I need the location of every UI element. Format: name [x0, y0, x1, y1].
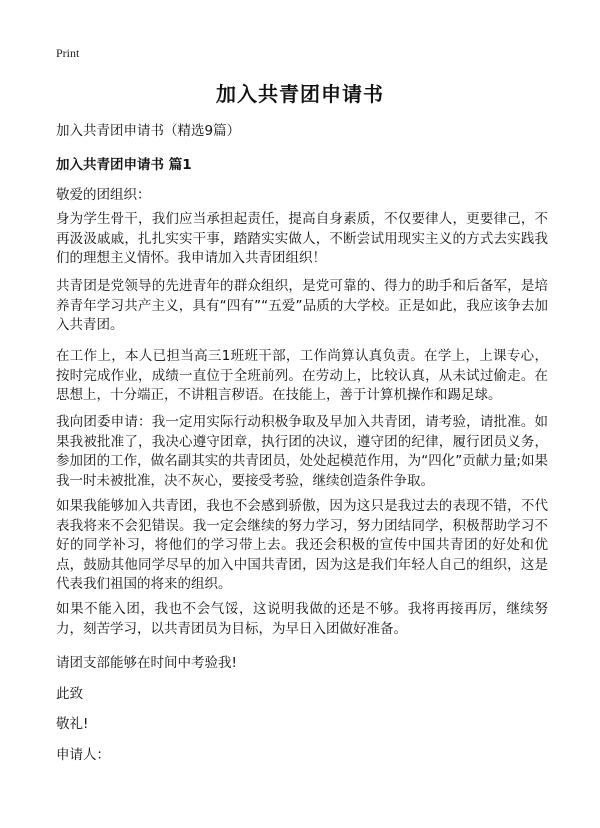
paragraph: 如果我能够加入共青团，我也不会感到骄傲，因为这只是我过去的表现不错，不代表我将来不会犯错误。我一定会继续的努力学习，努力团结同学，积极帮助学习不好的同学补习，将他们的学习带上去。我还会积极的宣传中国共青团的好处和优点，鼓励其他同学尽早的加入中国共青团，因为这是我们年轻人自己的组织，这是代表我们祖国的将来的组织。: [56, 498, 548, 592]
closing-regards: 敬礼!: [56, 716, 89, 732]
paragraph: 共青团是党领导的先进青年的群众组织，是党可靠的、得力的助手和后备军，是培养青年学习共产主义，具有“四有”“五爱”品质的大学校。正是如此，我应该争去加入共青团。: [56, 278, 548, 333]
print-link[interactable]: Print: [56, 46, 80, 60]
document-title: 加入共青团申请书: [216, 82, 384, 106]
paragraph: 如果不能入团，我也不会气馁，这说明我做的还是不够。我将再接再厉，继续努力，刻苦学习，以共青团员为目标，为早日入团做好准备。: [56, 601, 548, 637]
document-subtitle: 加入共青团申请书（精选9篇）: [56, 123, 241, 139]
paragraph: 我向团委申请：我一定用实际行动积极争取及早加入共青团，请考验，请批准。如果我被批准了，我决心遵守团章，执行团的决议，遵守团的纪律，履行团员义务，参加团的工作，做名副其实的共青团员，处处起模范作用，为“四化”贡献力量;如果我一时未被批准，决不灰心，要接受考验，继续创造条件争取。: [56, 414, 548, 489]
greeting: 敬爱的团组织：: [56, 187, 151, 203]
closing-salutation: 此致: [56, 686, 83, 702]
paragraph: 在工作上，本人已担当高三1班班干部，工作尚算认真负责。在学上，上课专心，按时完成作业，成绩一直位于全班前列。在劳动上，比较认真，从未试过偷走。在思想上，十分端正，不讲粗言秽语。在技能上，善于计算机操作和踢足球。: [56, 348, 548, 403]
paragraph: 身为学生骨干，我们应当承担起责任，提高自身素质，不仅要律人，更要律己，不再汲汲戚戚，扎扎实实干事，踏踏实实做人，不断尝试用现实主义的方式去实践我们的理想主义情怀。我申请加入共青团组织！: [56, 211, 548, 266]
closing-request: 请团支部能够在时间中考验我!: [56, 655, 237, 671]
section-heading: 加入共青团申请书 篇1: [56, 157, 192, 173]
signature-label: 申请人：: [56, 747, 110, 763]
